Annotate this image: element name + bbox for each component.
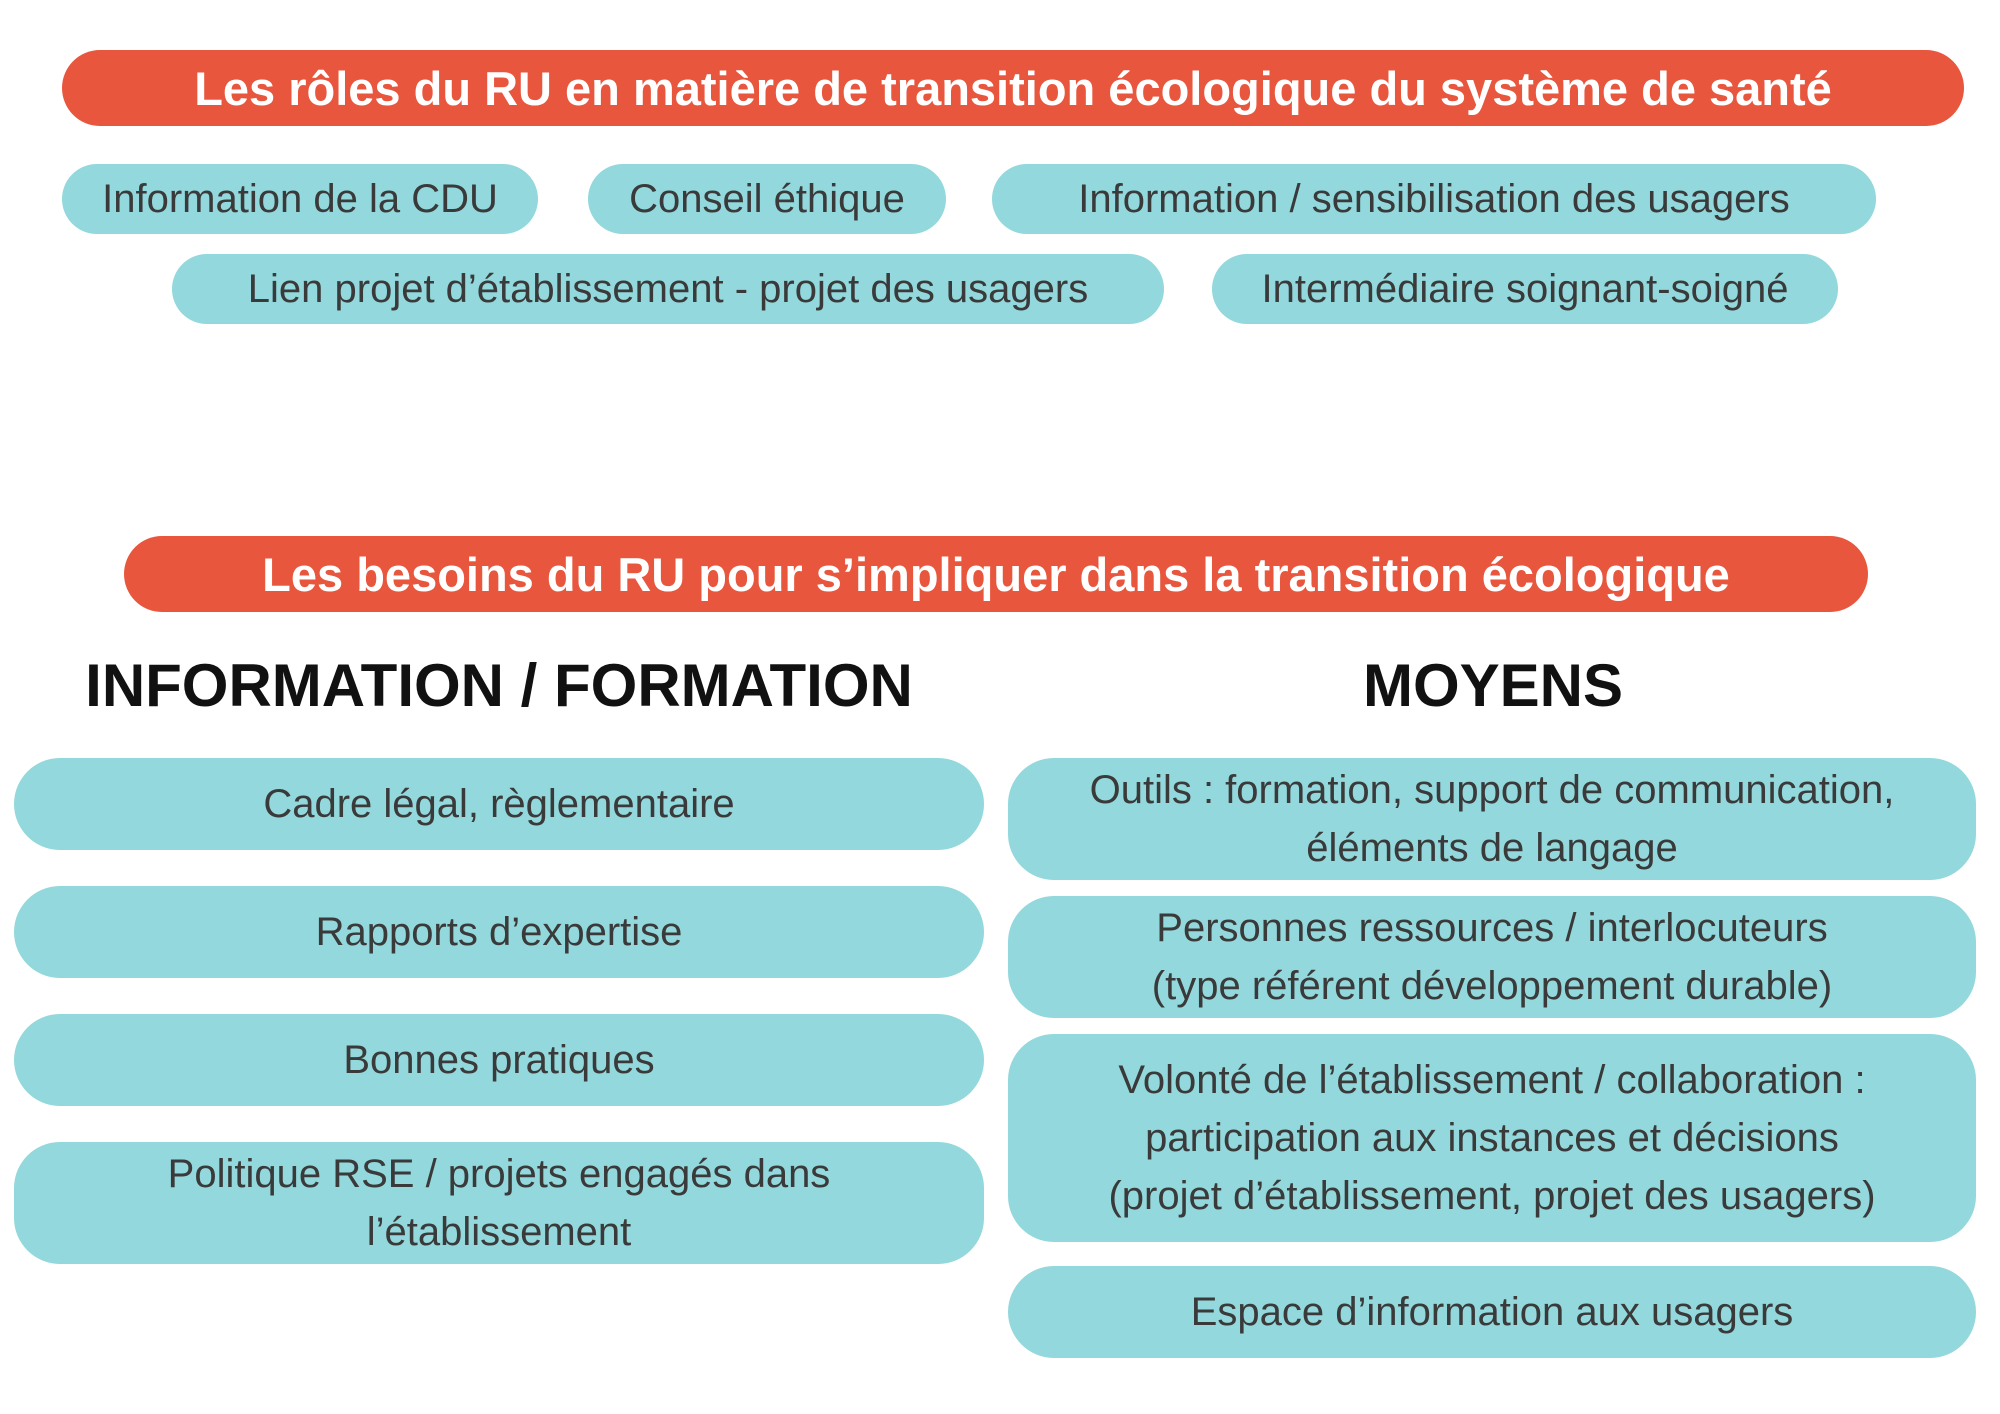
moyens-item-line: (projet d’établissement, projet des usagers): [1108, 1174, 1876, 1218]
role-chip-label: Information de la CDU: [102, 176, 498, 221]
moyens-item-line: participation aux instances et décisions: [1145, 1116, 1839, 1160]
role-chip-intermediaire: [1212, 254, 1838, 324]
moyens-item-personnes: [1008, 896, 1976, 1018]
role-chip-conseil-ethique: [588, 164, 946, 234]
info-item-rapports: [14, 886, 984, 978]
roles-banner: [62, 50, 1964, 126]
role-chip-information-cdu: [62, 164, 538, 234]
moyens-item-line: Personnes ressources / interlocuteurs: [1156, 906, 1828, 950]
moyens-item-outils: [1008, 758, 1976, 880]
moyens-item-line: Volonté de l’établissement / collaboration :: [1118, 1058, 1866, 1102]
moyens-item-line: Espace d’information aux usagers: [1190, 1290, 1794, 1334]
info-item-line: l’établissement: [366, 1210, 632, 1254]
roles-title: Les rôles du RU en matière de transition écologique du système de santé: [194, 61, 1832, 115]
role-chip-label: Information / sensibilisation des usagers: [1078, 176, 1790, 221]
info-item-cadre-legal: [14, 758, 984, 850]
moyens-heading: MOYENS: [1362, 651, 1624, 719]
info-item-politique-rse: [14, 1142, 984, 1264]
moyens-item-volonte: [1008, 1034, 1976, 1242]
info-item-line: Politique RSE / projets engagés dans: [167, 1152, 831, 1196]
besoins-title: Les besoins du RU pour s’impliquer dans la transition écologique: [262, 547, 1730, 601]
information-formation-heading: INFORMATION / FORMATION: [85, 651, 913, 719]
role-chip-lien-projet: [172, 254, 1164, 324]
role-chip-label: Lien projet d’établissement - projet des usagers: [247, 266, 1089, 311]
moyens-item-line: (type référent développement durable): [1151, 964, 1833, 1008]
besoins-banner: [124, 536, 1868, 612]
moyens-item-line: Outils : formation, support de communication,: [1089, 768, 1895, 812]
info-item-line: Rapports d’expertise: [315, 910, 683, 954]
info-item-bonnes-pratiques: [14, 1014, 984, 1106]
info-item-line: Bonnes pratiques: [343, 1038, 655, 1082]
role-chip-sensibilisation: [992, 164, 1876, 234]
role-chip-label: Conseil éthique: [629, 176, 905, 221]
moyens-item-line: éléments de langage: [1306, 826, 1678, 870]
moyens-item-espace: [1008, 1266, 1976, 1358]
role-chip-label: Intermédiaire soignant-soigné: [1261, 266, 1789, 311]
info-item-line: Cadre légal, règlementaire: [263, 782, 735, 826]
